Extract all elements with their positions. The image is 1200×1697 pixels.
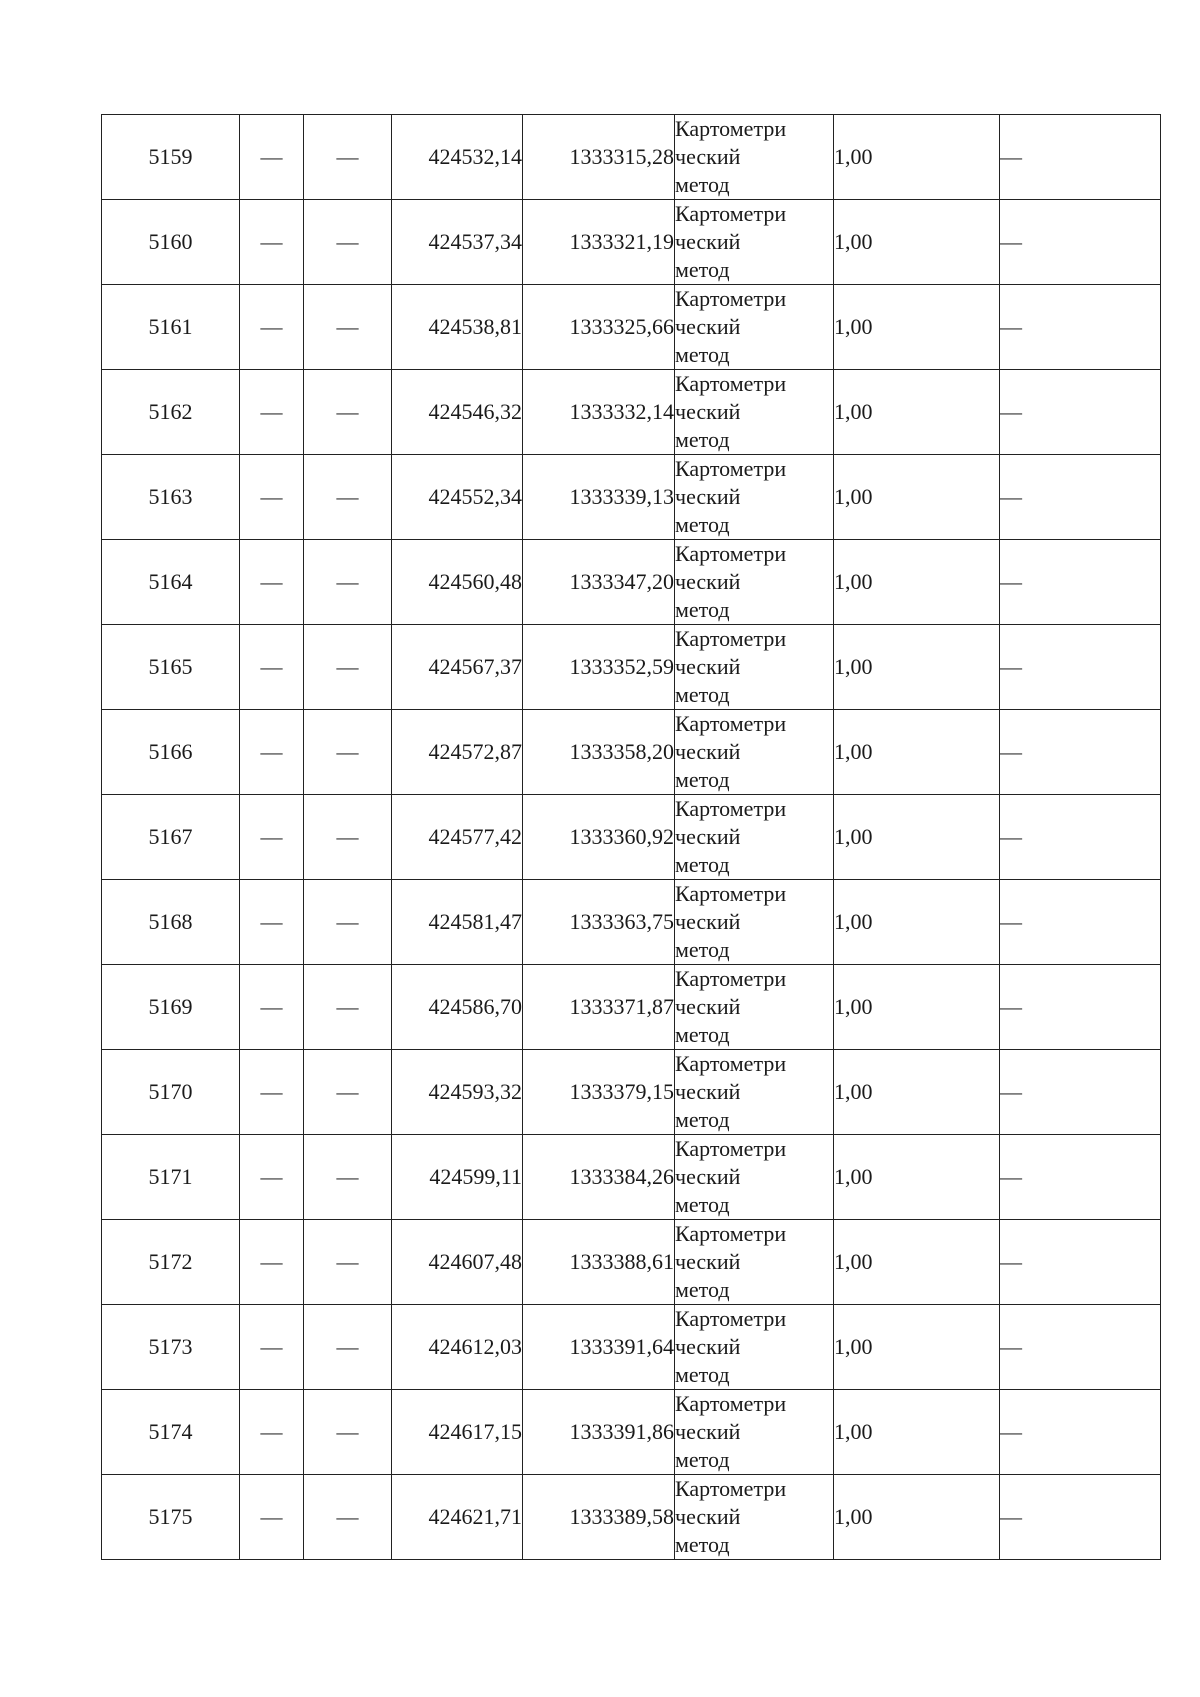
empty-value-cell: —: [304, 370, 392, 455]
method-cell: Картометри ческий метод: [675, 880, 834, 965]
coordinates-table: [101, 114, 1161, 1560]
table-row: [102, 795, 1161, 880]
y-coordinate-cell: 1333325,66: [523, 285, 675, 370]
x-coordinate-cell: 424537,34: [392, 200, 523, 285]
x-coordinate-cell: 424538,81: [392, 285, 523, 370]
table-row: [102, 1390, 1161, 1475]
empty-value-cell: —: [304, 880, 392, 965]
x-coordinate-cell: 424581,47: [392, 880, 523, 965]
empty-value-cell: —: [304, 285, 392, 370]
empty-value-cell: —: [304, 710, 392, 795]
description-cell: —: [1000, 1475, 1161, 1560]
x-coordinate-cell: 424617,15: [392, 1390, 523, 1475]
y-coordinate-cell: 1333389,58: [523, 1475, 675, 1560]
table-row: [102, 285, 1161, 370]
y-coordinate-cell: 1333332,14: [523, 370, 675, 455]
empty-value-cell: —: [304, 200, 392, 285]
empty-value-cell: —: [304, 115, 392, 200]
point-number-cell: 5167: [102, 795, 240, 880]
point-number-cell: 5172: [102, 1220, 240, 1305]
point-number-cell: 5163: [102, 455, 240, 540]
empty-value-cell: —: [304, 965, 392, 1050]
accuracy-cell: 1,00: [834, 710, 1000, 795]
y-coordinate-cell: 1333360,92: [523, 795, 675, 880]
description-cell: —: [1000, 625, 1161, 710]
x-coordinate-cell: 424621,71: [392, 1475, 523, 1560]
table-row: [102, 1220, 1161, 1305]
description-cell: —: [1000, 1135, 1161, 1220]
method-cell: Картометри ческий метод: [675, 540, 834, 625]
method-cell: Картометри ческий метод: [675, 1135, 834, 1220]
method-cell: Картометри ческий метод: [675, 200, 834, 285]
method-cell: Картометри ческий метод: [675, 285, 834, 370]
y-coordinate-cell: 1333391,86: [523, 1390, 675, 1475]
x-coordinate-cell: 424577,42: [392, 795, 523, 880]
method-cell: Картометри ческий метод: [675, 710, 834, 795]
description-cell: —: [1000, 1220, 1161, 1305]
empty-value-cell: —: [240, 285, 304, 370]
description-cell: —: [1000, 965, 1161, 1050]
accuracy-cell: 1,00: [834, 965, 1000, 1050]
table-row: [102, 540, 1161, 625]
empty-value-cell: —: [304, 1475, 392, 1560]
accuracy-cell: 1,00: [834, 200, 1000, 285]
y-coordinate-cell: 1333384,26: [523, 1135, 675, 1220]
description-cell: —: [1000, 370, 1161, 455]
x-coordinate-cell: 424560,48: [392, 540, 523, 625]
method-cell: Картометри ческий метод: [675, 1220, 834, 1305]
table-row: [102, 1475, 1161, 1560]
table-row: [102, 625, 1161, 710]
accuracy-cell: 1,00: [834, 1475, 1000, 1560]
table-row: [102, 1305, 1161, 1390]
description-cell: —: [1000, 455, 1161, 540]
description-cell: —: [1000, 1050, 1161, 1135]
x-coordinate-cell: 424593,32: [392, 1050, 523, 1135]
empty-value-cell: —: [240, 1220, 304, 1305]
point-number-cell: 5165: [102, 625, 240, 710]
point-number-cell: 5171: [102, 1135, 240, 1220]
method-cell: Картометри ческий метод: [675, 455, 834, 540]
empty-value-cell: —: [240, 370, 304, 455]
empty-value-cell: —: [240, 1305, 304, 1390]
y-coordinate-cell: 1333379,15: [523, 1050, 675, 1135]
method-cell: Картометри ческий метод: [675, 1475, 834, 1560]
method-cell: Картометри ческий метод: [675, 115, 834, 200]
empty-value-cell: —: [304, 455, 392, 540]
description-cell: —: [1000, 1305, 1161, 1390]
table-body: [102, 115, 1161, 1560]
accuracy-cell: 1,00: [834, 1305, 1000, 1390]
empty-value-cell: —: [304, 625, 392, 710]
x-coordinate-cell: 424532,14: [392, 115, 523, 200]
accuracy-cell: 1,00: [834, 370, 1000, 455]
y-coordinate-cell: 1333347,20: [523, 540, 675, 625]
empty-value-cell: —: [240, 455, 304, 540]
x-coordinate-cell: 424546,32: [392, 370, 523, 455]
y-coordinate-cell: 1333388,61: [523, 1220, 675, 1305]
empty-value-cell: —: [240, 880, 304, 965]
accuracy-cell: 1,00: [834, 795, 1000, 880]
y-coordinate-cell: 1333352,59: [523, 625, 675, 710]
empty-value-cell: —: [240, 710, 304, 795]
method-cell: Картометри ческий метод: [675, 1050, 834, 1135]
description-cell: —: [1000, 880, 1161, 965]
point-number-cell: 5173: [102, 1305, 240, 1390]
empty-value-cell: —: [304, 1135, 392, 1220]
description-cell: —: [1000, 200, 1161, 285]
accuracy-cell: 1,00: [834, 540, 1000, 625]
point-number-cell: 5160: [102, 200, 240, 285]
x-coordinate-cell: 424586,70: [392, 965, 523, 1050]
point-number-cell: 5168: [102, 880, 240, 965]
point-number-cell: 5170: [102, 1050, 240, 1135]
x-coordinate-cell: 424599,11: [392, 1135, 523, 1220]
empty-value-cell: —: [240, 795, 304, 880]
point-number-cell: 5169: [102, 965, 240, 1050]
table-row: [102, 880, 1161, 965]
method-cell: Картометри ческий метод: [675, 1390, 834, 1475]
accuracy-cell: 1,00: [834, 880, 1000, 965]
table-row: [102, 1135, 1161, 1220]
table-row: [102, 115, 1161, 200]
empty-value-cell: —: [240, 540, 304, 625]
method-cell: Картометри ческий метод: [675, 1305, 834, 1390]
point-number-cell: 5159: [102, 115, 240, 200]
empty-value-cell: —: [240, 200, 304, 285]
description-cell: —: [1000, 115, 1161, 200]
method-cell: Картометри ческий метод: [675, 625, 834, 710]
method-cell: Картометри ческий метод: [675, 370, 834, 455]
description-cell: —: [1000, 1390, 1161, 1475]
table-row: [102, 965, 1161, 1050]
accuracy-cell: 1,00: [834, 1050, 1000, 1135]
y-coordinate-cell: 1333339,13: [523, 455, 675, 540]
accuracy-cell: 1,00: [834, 625, 1000, 710]
point-number-cell: 5175: [102, 1475, 240, 1560]
method-cell: Картометри ческий метод: [675, 965, 834, 1050]
table-row: [102, 710, 1161, 795]
description-cell: —: [1000, 710, 1161, 795]
empty-value-cell: —: [304, 1305, 392, 1390]
accuracy-cell: 1,00: [834, 1135, 1000, 1220]
point-number-cell: 5164: [102, 540, 240, 625]
accuracy-cell: 1,00: [834, 1390, 1000, 1475]
empty-value-cell: —: [240, 115, 304, 200]
empty-value-cell: —: [240, 965, 304, 1050]
table-row: [102, 455, 1161, 540]
description-cell: —: [1000, 285, 1161, 370]
point-number-cell: 5174: [102, 1390, 240, 1475]
accuracy-cell: 1,00: [834, 455, 1000, 540]
table-row: [102, 200, 1161, 285]
x-coordinate-cell: 424552,34: [392, 455, 523, 540]
x-coordinate-cell: 424607,48: [392, 1220, 523, 1305]
method-cell: Картометри ческий метод: [675, 795, 834, 880]
empty-value-cell: —: [304, 1390, 392, 1475]
empty-value-cell: —: [240, 625, 304, 710]
empty-value-cell: —: [240, 1390, 304, 1475]
point-number-cell: 5166: [102, 710, 240, 795]
x-coordinate-cell: 424567,37: [392, 625, 523, 710]
description-cell: —: [1000, 540, 1161, 625]
accuracy-cell: 1,00: [834, 1220, 1000, 1305]
y-coordinate-cell: 1333363,75: [523, 880, 675, 965]
y-coordinate-cell: 1333321,19: [523, 200, 675, 285]
empty-value-cell: —: [304, 795, 392, 880]
description-cell: —: [1000, 795, 1161, 880]
empty-value-cell: —: [240, 1475, 304, 1560]
table-row: [102, 370, 1161, 455]
table-row: [102, 1050, 1161, 1135]
x-coordinate-cell: 424612,03: [392, 1305, 523, 1390]
empty-value-cell: —: [240, 1050, 304, 1135]
empty-value-cell: —: [304, 1050, 392, 1135]
empty-value-cell: —: [304, 540, 392, 625]
accuracy-cell: 1,00: [834, 115, 1000, 200]
point-number-cell: 5161: [102, 285, 240, 370]
point-number-cell: 5162: [102, 370, 240, 455]
empty-value-cell: —: [240, 1135, 304, 1220]
x-coordinate-cell: 424572,87: [392, 710, 523, 795]
y-coordinate-cell: 1333358,20: [523, 710, 675, 795]
y-coordinate-cell: 1333371,87: [523, 965, 675, 1050]
y-coordinate-cell: 1333391,64: [523, 1305, 675, 1390]
y-coordinate-cell: 1333315,28: [523, 115, 675, 200]
empty-value-cell: —: [304, 1220, 392, 1305]
accuracy-cell: 1,00: [834, 285, 1000, 370]
